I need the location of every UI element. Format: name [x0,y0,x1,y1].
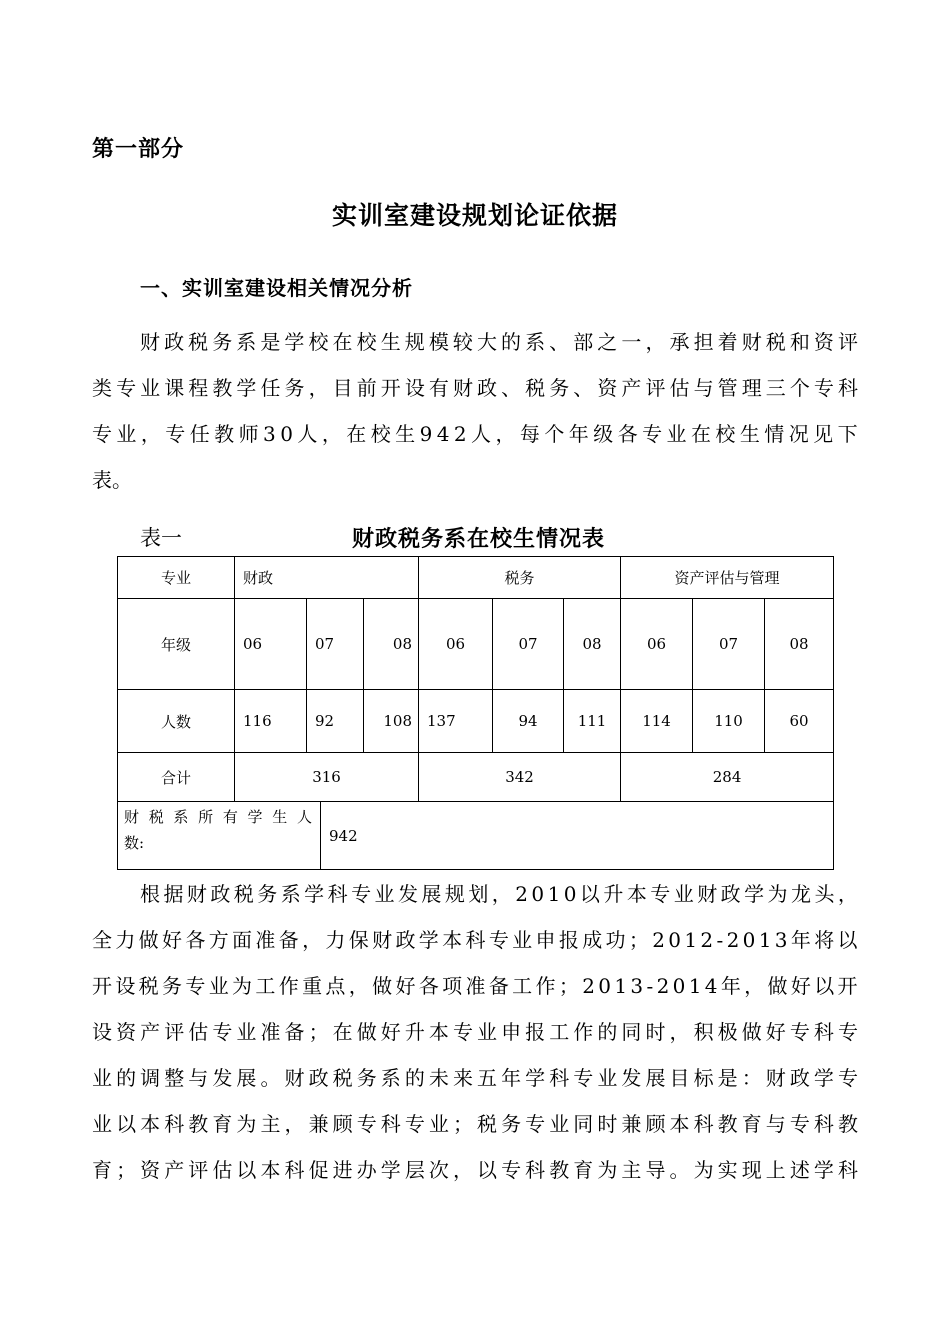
count-cell: 116 [235,690,307,753]
count-cell: 111 [564,690,621,753]
count-cell: 114 [621,690,693,753]
count-cell: 92 [307,690,364,753]
table-row-all-students [118,802,834,870]
total-cell: 316 [235,753,419,802]
table-title: 财政税务系在校生情况表 [352,527,606,552]
table-row-major [118,557,834,599]
paragraph-line: 专业，专任教师30人，在校生942人，每个年级各专业在校生情况见下 [92,422,863,446]
count-cell: 60 [765,690,834,753]
table-row-total [118,753,834,802]
paragraph-line: 业以本科教育为主，兼顾专科专业；税务专业同时兼顾本科教育与专科教 [92,1112,863,1136]
paragraph-line: 开设税务专业为工作重点，做好各项准备工作；2013-2014年，做好以开 [92,974,861,998]
paragraph-line: 根据财政税务系学科专业发展规划，2010以升本专业财政学为龙头， [140,882,862,906]
major-cell: 资产评估与管理 [621,557,834,599]
grade-cell: 07 [493,599,564,690]
major-cell: 税务 [419,557,621,599]
paragraph-line: 业的调整与发展。财政税务系的未来五年学科专业发展目标是：财政学专 [92,1066,863,1090]
document-title: 实训室建设规划论证依据 [331,201,618,230]
grade-cell: 06 [235,599,307,690]
section-heading: 一、实训室建设相关情况分析 [140,276,413,300]
all-students-label-line1: 财税系所有学生人 [124,808,314,826]
count-cell: 110 [693,690,765,753]
paragraph-line: 表。 [92,468,132,492]
grade-cell: 08 [364,599,419,690]
paragraph-line: 类专业课程教学任务，目前开设有财政、税务、资产评估与管理三个专科 [92,376,863,400]
all-students-table [117,801,834,870]
all-students-value: 942 [321,802,834,870]
grade-cell: 08 [765,599,834,690]
count-cell: 108 [364,690,419,753]
row-header-grade: 年级 [118,599,235,690]
paragraph-line: 设资产评估专业准备；在做好升本专业申报工作的同时，积极做好专科专 [92,1020,863,1044]
paragraph-line: 财政税务系是学校在校生规模较大的系、部之一，承担着财税和资评 [140,330,863,354]
all-students-label [118,802,321,870]
table-row-grade [118,599,834,690]
total-cell: 342 [419,753,621,802]
all-students-label-line2: 数: [124,834,145,852]
count-cell: 94 [493,690,564,753]
row-header-count: 人数 [118,690,235,753]
grade-cell: 08 [564,599,621,690]
paragraph-line: 全力做好各方面准备，力保财政学本科专业申报成功；2012-2013年将以 [92,928,861,952]
part-label: 第一部分 [92,137,185,162]
table-row-count [118,690,834,753]
grade-cell: 07 [307,599,364,690]
student-stats-table [117,556,834,802]
row-header-major: 专业 [118,557,235,599]
paragraph-line: 育；资产评估以本科促进办学层次，以专科教育为主导。为实现上述学科 [92,1158,863,1182]
total-cell: 284 [621,753,834,802]
count-cell: 137 [419,690,493,753]
table-label: 表一 [140,526,182,550]
grade-cell: 06 [621,599,693,690]
grade-cell: 06 [419,599,493,690]
row-header-total: 合计 [118,753,235,802]
major-cell: 财政 [235,557,419,599]
grade-cell: 07 [693,599,765,690]
